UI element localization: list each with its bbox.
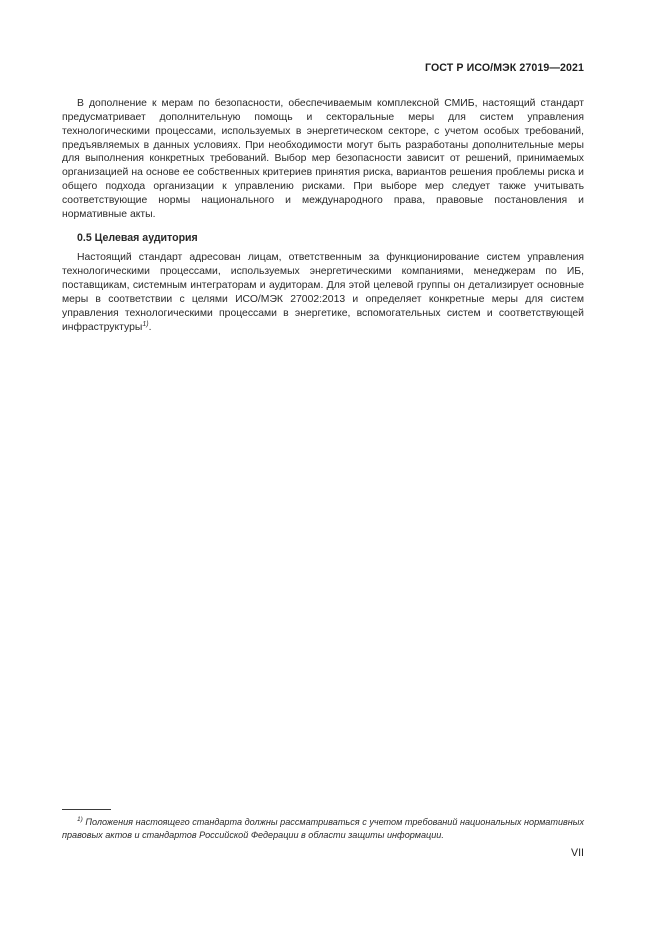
footnote-marker: 1) <box>77 816 83 823</box>
footnote-text: Положения настоящего стандарта должны рассматриваться с учетом требований национальных нормативных правовых актов и стандартов Российской Федерации в области защиты информации. <box>62 817 584 840</box>
footnote-reference[interactable]: 1) <box>142 320 149 328</box>
section-heading: 0.5 Целевая аудитория <box>77 231 198 244</box>
page-body <box>62 97 584 335</box>
audience-paragraph <box>62 251 584 334</box>
footnote <box>62 816 584 842</box>
audience-paragraph-end: . <box>148 321 152 333</box>
footnote-divider <box>62 809 111 810</box>
page-number: VII <box>571 847 584 859</box>
audience-paragraph-text: Настоящий стандарт адресован лицам, ответственным за функционирование систем управления технологическими процессами, используемых энергетическими компаниями, менеджерам по ИБ, поставщикам, системным интеграторам и аудиторам. Для этой целевой группы он детализирует основные меры в соответствии с целями ИСО/МЭК 27002:2013 и определяет конкретные меры для систем управления технологическими процессами в энергетике, вспомогательных систем и соответствующей инфраструктуры <box>62 252 584 333</box>
document-header: ГОСТ Р ИСО/МЭК 27019—2021 <box>425 62 584 74</box>
intro-paragraph: В дополнение к мерам по безопасности, обеспечиваемым комплексной СМИБ, настоящий стандарт предусматривает дополнительную помощь и секторальные меры для систем управления технологическими процессами, используемых в энергетическом секторе, с учетом особых требований, предъявляемых в данных условиях. При необходимости могут быть разработаны дополнительные меры для выполнения конкретных требований. Выбор мер безопасности зависит от решений, принимаемых организацией на основе ее собственных критериев принятия риска, вариантов решения проблемы риска и общего подхода организации к управлению рисками. При выборе мер следует также учитывать соответствующие нормы национального и международного права, правовые постановления и нормативные акты. <box>62 98 584 220</box>
